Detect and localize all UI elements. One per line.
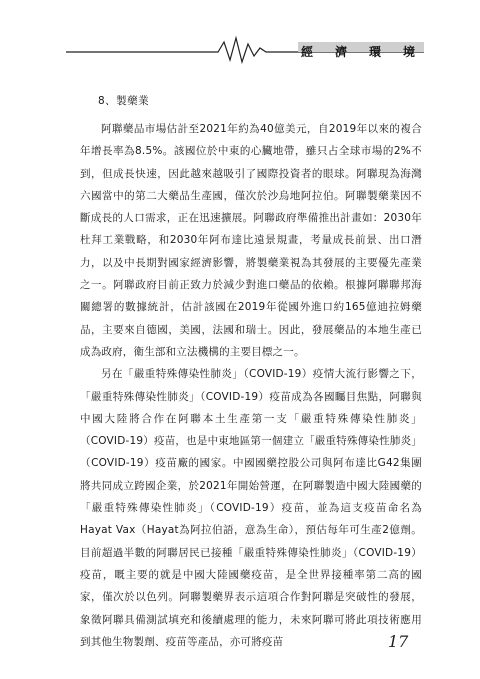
paragraph-1: 阿聯藥品市場估計至2021年約為40億美元，自2019年以來的複合年增長率為8.5%。該國位於中東的心臟地帶，雖只占全球市場的2%不到，但成長快速，因此越來越吸引了國際投資者的眼球。阿聯現為海灣六國當中的第二大藥品生產國，僅次於沙烏地阿拉伯。阿聯製藥業因不斷成長的人口需求，正在迅速擴展。阿聯政府準備推出計畫如：2030年杜拜工業戰略，和2030年阿布達比遠景規畫，考量成長前景、出口潛力，以及中長期對國家經濟影響，將製藥業視為其發展的主要優先產業之一。阿聯政府目前正致力於減少對進口藥品的依賴。根據阿聯聯邦海關總署的數據統計，估計該國在2019年從國外進口約165億迪拉姆藥品，主要來自德國，美國，法國和瑞士。因此，發展藥品的本地生產已成為政府，衛生部和立法機構的主要目標之一。	[80, 123, 422, 358]
header-title: 經 濟 環 境	[300, 45, 420, 59]
page-header	[66, 34, 424, 64]
main-content	[80, 93, 422, 653]
page-number: 17	[388, 632, 409, 651]
section-heading: 8、製藥業	[98, 95, 150, 107]
paragraph-2: 另在「嚴重特殊傳染性肺炎」（COVID-19）疫情大流行影響之下，「嚴重特殊傳染性肺炎」（COVID-19）疫苗成為各國矚目焦點，阿聯與中國大陸將合作在阿聯本土生產第一支「嚴重特殊傳染性肺炎」（COVID-19）疫苗，也是中東地區第一個建立「嚴重特殊傳染性肺炎」（COVID-19）疫苗廠的國家。中國國藥控股公司與阿布達比G42集團將共同成立跨國企業，於2021年開始營運，在阿聯製造中國大陸國藥的「嚴重特殊傳染性肺炎」（COVID-19）疫苗，並為這支疫苗命名為Hayat Vax（Hayat為阿拉伯語，意為生命），預估每年可生產2億劑。目前超過半數的阿聯居民已接種「嚴重特殊傳染性肺炎」（COVID-19）疫苗，嘅主要的就是中國大陸國藥疫苗，是全世界接種率第二高的國家，僅次於以色列。阿聯製藥界表示這項合作對阿聯是突破性的發展，象徵阿聯具備測試填充和後續處理的能力，未來阿聯可將此項技術應用到其他生物製劑、疫苗等產品，亦可將疫苗	[80, 368, 422, 648]
